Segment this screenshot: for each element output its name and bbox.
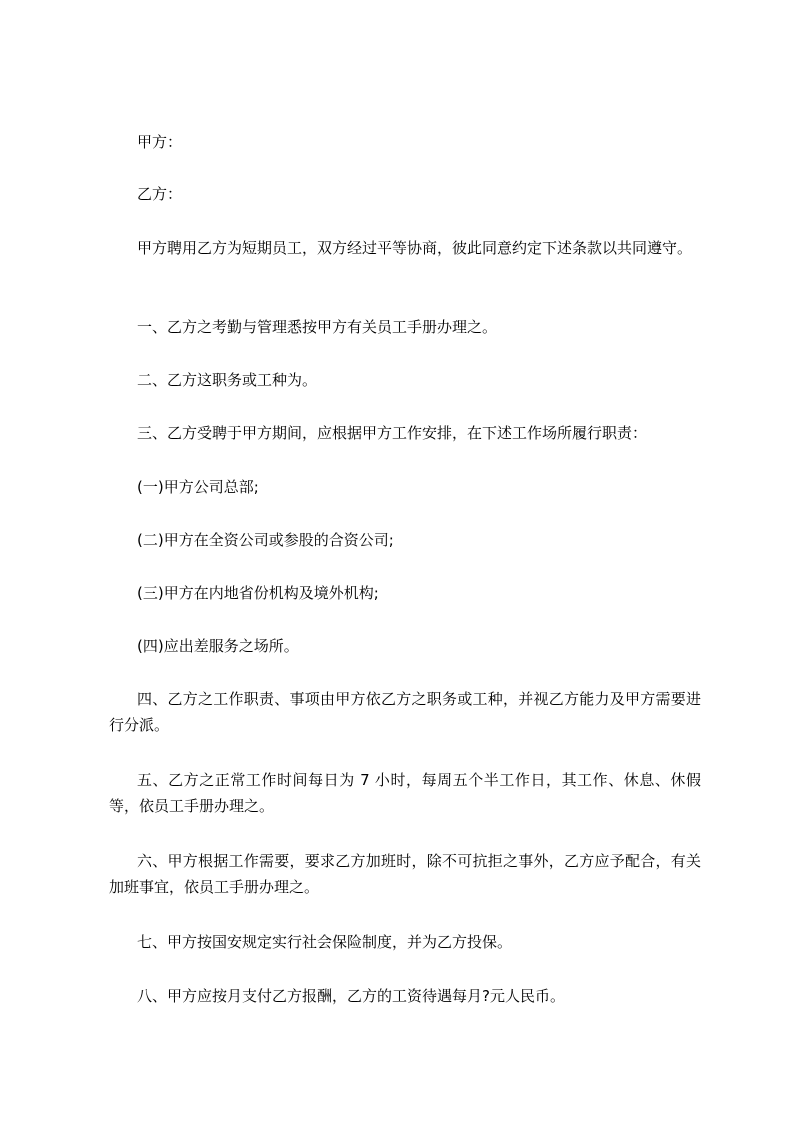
clause-4: 四、乙方之工作职责、事项由甲方依乙方之职务或工种，并视乙方能力及甲方需要进行分派。 xyxy=(109,690,701,734)
clause-5: 五、乙方之正常工作时间每日为 7 小时，每周五个半工作日，其工作、休息、休假等，依员工手册办理之。 xyxy=(109,771,701,815)
clause-8: 八、甲方应按月支付乙方报酬，乙方的工资待遇每月?元人民币。 xyxy=(137,987,565,1005)
clause-3-item-2: (二)甲方在全资公司或参股的合资公司; xyxy=(137,531,394,549)
clause-1: 一、乙方之考勤与管理悉按甲方有关员工手册办理之。 xyxy=(137,318,498,336)
clause-6: 六、甲方根据工作需要，要求乙方加班时，除不可抗拒之事外，乙方应予配合，有关加班事宜，依员工手册办理之。 xyxy=(109,852,701,896)
party-a-label: 甲方： xyxy=(137,133,183,151)
clause-3-item-4: (四)应出差服务之场所。 xyxy=(137,637,299,655)
clause-3-item-3: (三)甲方在内地省份机构及境外机构; xyxy=(137,584,379,602)
intro-paragraph: 甲方聘用乙方为短期员工，双方经过平等协商，彼此同意约定下述条款以共同遵守。 xyxy=(137,239,693,257)
clause-7: 七、甲方按国安规定实行社会保险制度，并为乙方投保。 xyxy=(137,933,513,951)
clause-3: 三、乙方受聘于甲方期间，应根据甲方工作安排，在下述工作场所履行职责： xyxy=(137,424,648,442)
party-b-label: 乙方： xyxy=(137,185,183,203)
clause-3-item-1: (一)甲方公司总部; xyxy=(137,478,259,496)
clause-2: 二、乙方这职务或工种为。 xyxy=(137,371,318,389)
